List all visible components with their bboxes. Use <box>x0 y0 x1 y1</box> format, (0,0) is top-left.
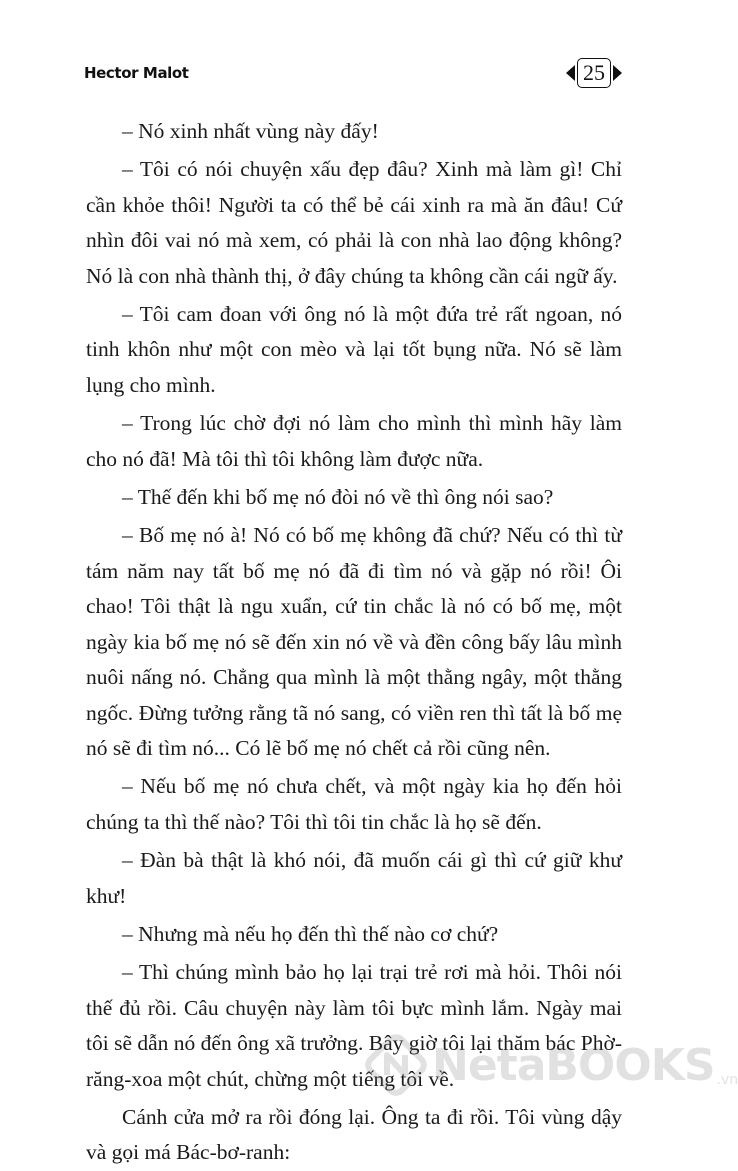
page-number: 25 <box>577 58 611 88</box>
paragraph: – Thế đến khi bố mẹ nó đòi nó về thì ông nói sao? <box>122 485 554 510</box>
paragraph: – Nếu bố mẹ nó chưa chết, và một ngày kia họ đến hỏi chúng ta thì thế nào? Tôi thì tôi tin chắc là họ sẽ đến. <box>86 774 622 834</box>
paragraph: – Trong lúc chờ đợi nó làm cho mình thì mình hãy làm cho nó đã! Mà tôi thì tôi không làm được nữa. <box>86 411 622 471</box>
watermark-suffix: .vn <box>716 1072 738 1088</box>
paragraph: – Đàn bà thật là khó nói, đã muốn cái gì thì cứ giữ khư khư! <box>86 848 622 908</box>
watermark-brand: NetaBOOKS <box>432 1039 715 1091</box>
paragraph: – Tôi cam đoan với ông nó là một đứa trẻ rất ngoan, nó tinh khôn như một con mèo và lại tốt bụng nữa. Nó sẽ làm lụng cho mình. <box>86 302 622 397</box>
page-number-badge <box>566 58 622 88</box>
paragraph: – Nó xinh nhất vùng này đấy! <box>122 119 379 143</box>
netabooks-logo-icon <box>366 1035 426 1095</box>
watermark <box>366 1030 738 1100</box>
triangle-left-icon <box>566 65 575 81</box>
paragraph: Cánh cửa mở ra rồi đóng lại. Ông ta đi rồi. Tôi vùng dậy và gọi má Bác-bơ-ranh: <box>86 1104 622 1165</box>
running-head-author: Hector Malot <box>84 64 189 82</box>
page-header <box>84 58 622 92</box>
paragraph: – Tôi có nói chuyện xấu đẹp đâu? Xinh mà làm gì! Chỉ cần khỏe thôi! Người ta có thể bẻ cái xinh ra mà ăn đâu! Cứ nhìn đôi vai nó mà xem, có phải là con nhà lao động không? Nó là con nhà thành thị, ở đây chúng ta không cần cái ngữ ấy. <box>86 157 622 288</box>
paragraph: – Thì chúng mình bảo họ lại trại trẻ rơi mà hỏi. Thôi nói thế đủ rồi. Câu chuyện này làm tôi bực mình lắm. Ngày mai tôi sẽ dẫn nó đến ông xã trưởng. Bây giờ tôi lại thăm bác Phờ-răng-xoa một chút, chừng một tiếng tôi về. <box>86 960 622 1091</box>
paragraph: – Bố mẹ nó à! Nó có bố mẹ không đã chứ? Nếu có thì từ tám năm nay tất bố mẹ nó đã đi tìm nó và gặp nó rồi! Ôi chao! Tôi thật là ngu xuẩn, cứ tin chắc là nó có bố mẹ, một ngày kia bố mẹ nó sẽ đến xin nó về và đền công bấy lâu mình nuôi nấng nó. Chẳng qua mình là một thằng ngây, một thằng ngốc. Đừng tưởng rằng tã nó sang, có viền ren thì tất là bố mẹ nó sẽ đi tìm nó... Có lẽ bố mẹ nó chết cả rồi cũng nên. <box>86 523 622 760</box>
paragraph: – Nhưng mà nếu họ đến thì thế nào cơ chứ? <box>122 921 499 946</box>
page-body <box>86 114 622 1171</box>
triangle-right-icon <box>613 65 622 81</box>
